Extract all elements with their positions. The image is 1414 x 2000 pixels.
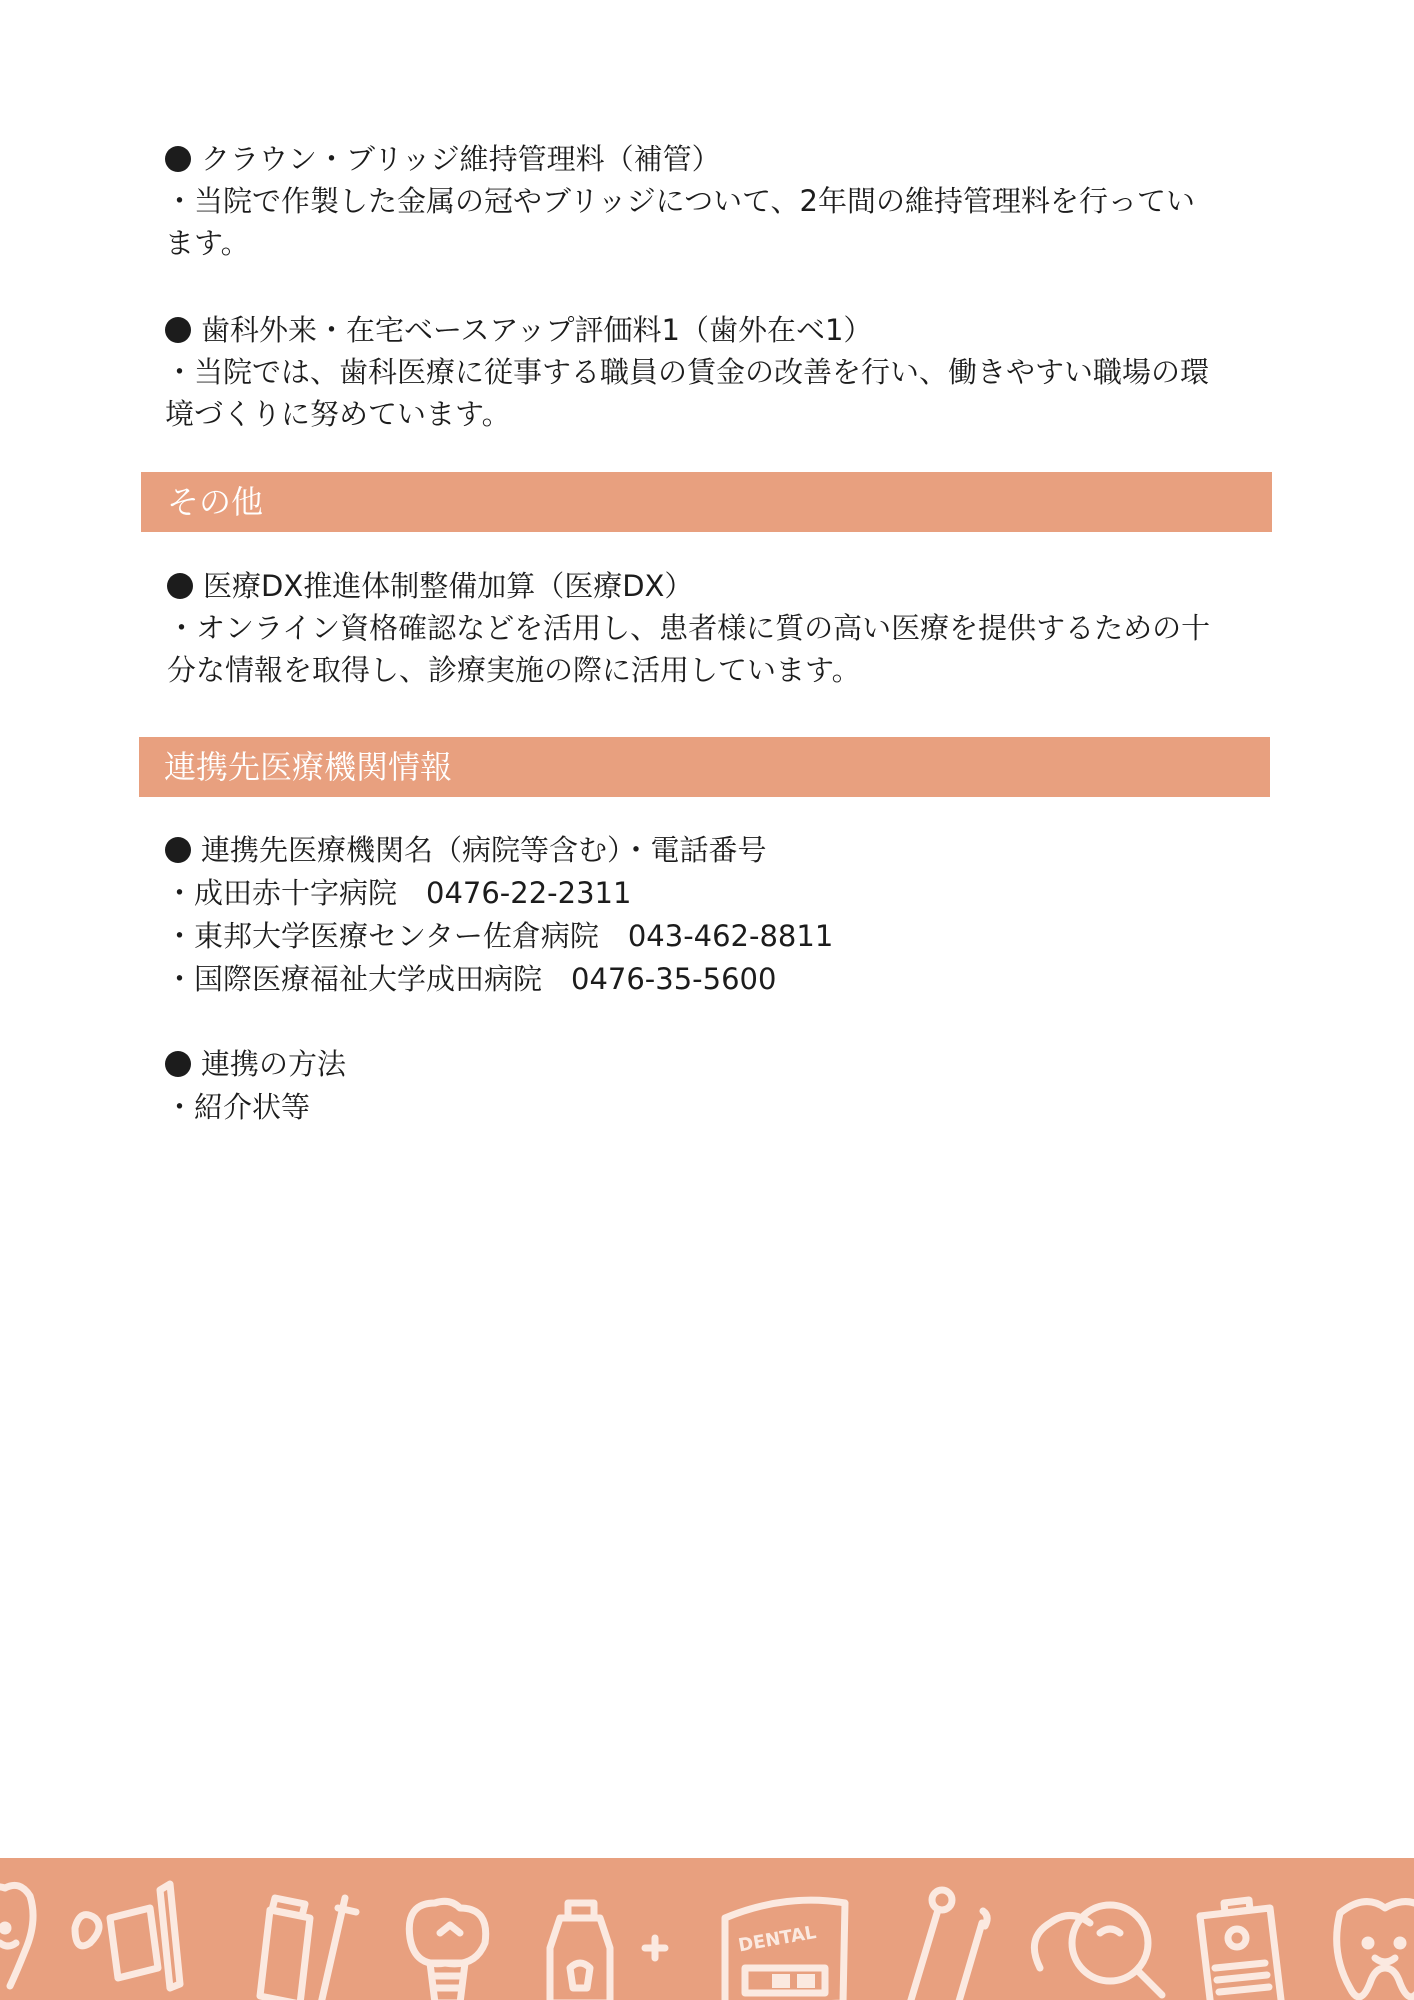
tooth-face-icon <box>1337 1902 1414 1997</box>
medical-chart-clipboard-icon <box>1200 1900 1282 2000</box>
partner-hospital-line: ・東邦大学医療センター佐倉病院 043-462-8811 <box>165 919 834 953</box>
section-heading-other: その他 <box>141 472 1272 532</box>
dental-sign-text: DENTAL <box>736 1922 818 1957</box>
bullet-icon <box>165 146 191 172</box>
item-text-line: ・オンライン資格確認などを活用し、患者様に質の高い医療を提供するための十 <box>167 611 1211 645</box>
item-text-line: ます。 <box>165 226 250 260</box>
item-title: クラウン・ブリッジ維持管理料（補管） <box>165 138 721 180</box>
bullet-icon <box>165 837 191 863</box>
item-text-line: 分な情報を取得し、診療実施の際に活用しています。 <box>167 653 861 687</box>
dental-mirror-probe-icon <box>908 1890 987 2000</box>
section-heading-partners: 連携先医療機関情報 <box>139 737 1270 797</box>
item-title: 歯科外来・在宅ベースアップ評価料1（歯外在ベ1） <box>165 309 872 351</box>
bullet-icon <box>165 1051 191 1077</box>
magnifier-tooth-icon <box>1034 1905 1162 1995</box>
item-text-line: ・紹介状等 <box>165 1090 311 1124</box>
floss-cup-icon <box>75 1884 180 1988</box>
footer-icon-band <box>0 1858 1414 2000</box>
mouthwash-icon <box>550 1903 665 2000</box>
toothpaste-toothbrush-icon <box>260 1898 356 2000</box>
item-title: 連携の方法 <box>165 1043 346 1085</box>
item-title: 医療DX推進体制整備加算（医療DX） <box>167 565 693 607</box>
tooth-smile-icon <box>0 1885 33 1986</box>
partner-hospital-line: ・国際医療福祉大学成田病院 0476-35-5600 <box>165 962 777 996</box>
dental-clinic-sign-icon <box>725 1900 845 2000</box>
item-text-line: 境づくりに努めています。 <box>165 397 511 431</box>
dental-implant-icon <box>409 1901 485 2000</box>
bullet-icon <box>165 317 191 343</box>
item-text-line: ・当院では、歯科医療に従事する職員の賃金の改善を行い、働きやすい職場の環 <box>165 355 1210 389</box>
item-title: 連携先医療機関名（病院等含む）・電話番号 <box>165 829 767 871</box>
bullet-icon <box>167 573 193 599</box>
partner-hospital-line: ・成田赤十字病院 0476-22-2311 <box>165 876 632 910</box>
item-text-line: ・当院で作製した金属の冠やブリッジについて、2年間の維持管理料を行ってい <box>165 184 1195 218</box>
